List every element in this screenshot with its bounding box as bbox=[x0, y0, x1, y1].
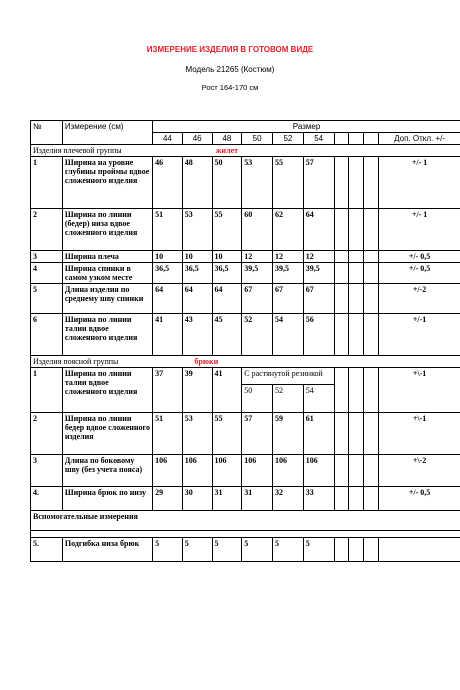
row-value: 39 bbox=[182, 368, 212, 413]
row-num: 1 bbox=[31, 368, 63, 413]
section-label: Изделия плечевой группы bbox=[33, 146, 122, 155]
row-value: 41 bbox=[212, 368, 242, 413]
section-tag: брюки bbox=[194, 357, 219, 366]
row-value: 106 bbox=[273, 455, 304, 487]
row-tolerance: +/- 1 bbox=[379, 209, 460, 251]
row-value: 10 bbox=[153, 251, 183, 263]
row-value: 33 bbox=[303, 487, 334, 511]
table-row bbox=[31, 538, 460, 562]
row-num: 1 bbox=[31, 157, 63, 209]
model-label: Модель 21265 (Костюм) bbox=[185, 65, 275, 74]
table-row bbox=[31, 455, 460, 487]
col-size-header: Размер bbox=[153, 121, 460, 133]
table-row bbox=[31, 157, 460, 209]
row-value: 50 bbox=[212, 157, 242, 209]
row-tolerance: +\-2 bbox=[379, 455, 460, 487]
row-value: 31 bbox=[212, 487, 242, 511]
row-value: 106 bbox=[182, 455, 212, 487]
row-name: Ширина брюк по низу bbox=[62, 487, 152, 511]
row-tolerance: +/-2 bbox=[379, 284, 460, 314]
row-value: 67 bbox=[273, 284, 304, 314]
row-value: 5 bbox=[182, 538, 212, 562]
size-header: 54 bbox=[303, 133, 334, 145]
row-tolerance: +\-1 bbox=[379, 368, 460, 413]
row-value: 61 bbox=[303, 413, 334, 455]
row-value: 55 bbox=[273, 157, 304, 209]
row-num: 4. bbox=[31, 487, 63, 511]
row-value: 64 bbox=[153, 284, 183, 314]
row-name: Длина по боковому шву (без учета пояса) bbox=[62, 455, 152, 487]
row-value: 10 bbox=[212, 251, 242, 263]
row-name: Ширина по линии (бедер) низа вдвое сложенного изделия bbox=[62, 209, 152, 251]
group3-rows bbox=[31, 538, 460, 562]
table-row bbox=[31, 251, 460, 263]
row-value: 5 bbox=[153, 538, 183, 562]
size-header: 44 bbox=[153, 133, 183, 145]
row-value: 106 bbox=[303, 455, 334, 487]
row-value: 54 bbox=[273, 314, 304, 356]
row-num: 2 bbox=[31, 209, 63, 251]
row-name: Длина изделия по среднему шву спинки bbox=[62, 284, 152, 314]
row-value: 56 bbox=[303, 314, 334, 356]
row-value: 29 bbox=[153, 487, 183, 511]
row-value: 5 bbox=[212, 538, 242, 562]
row-tolerance: +/- 0,5 bbox=[379, 251, 460, 263]
col-num-header: № bbox=[31, 121, 63, 145]
row-name: Ширина по линии талии вдвое сложенного изделия bbox=[62, 368, 152, 413]
row-value: 30 bbox=[182, 487, 212, 511]
row-num: 5. bbox=[31, 538, 63, 562]
row-value: 12 bbox=[273, 251, 304, 263]
row-value: 60 bbox=[242, 209, 273, 251]
row-num: 3 bbox=[31, 455, 63, 487]
row-value: 50 bbox=[242, 385, 273, 413]
row-num: 6 bbox=[31, 314, 63, 356]
row-value: 52 bbox=[273, 385, 304, 413]
size-header: 52 bbox=[273, 133, 304, 145]
row-tolerance: +/- 0,5 bbox=[379, 263, 460, 284]
tolerance-header: Доп. Откл. +/- bbox=[379, 133, 460, 145]
size-header: 50 bbox=[242, 133, 273, 145]
row-value: 10 bbox=[182, 251, 212, 263]
row-value: 57 bbox=[242, 413, 273, 455]
row-value: 55 bbox=[212, 413, 242, 455]
row-value: 45 bbox=[212, 314, 242, 356]
row-value: 64 bbox=[303, 209, 334, 251]
row-value: 64 bbox=[212, 284, 242, 314]
document-title: ИЗМЕРЕНИЕ ИЗДЕЛИЯ В ГОТОВОМ ВИДЕ bbox=[146, 45, 314, 54]
table-header-row bbox=[31, 121, 460, 133]
row-value: 37 bbox=[153, 368, 183, 413]
row-value: 106 bbox=[212, 455, 242, 487]
table-row bbox=[31, 314, 460, 356]
row-name: Ширина по линии талии вдвое сложенного изделия bbox=[62, 314, 152, 356]
row-value: 64 bbox=[182, 284, 212, 314]
row-tolerance: +/- 0,5 bbox=[379, 487, 460, 511]
row-value: 57 bbox=[303, 157, 334, 209]
elastic-note: С растянутой резинкой bbox=[242, 368, 334, 385]
row-tolerance bbox=[379, 538, 460, 562]
row-value: 39,5 bbox=[242, 263, 273, 284]
section-label: Изделия поясной группы bbox=[33, 357, 119, 366]
row-value: 5 bbox=[242, 538, 273, 562]
row-name: Ширина на уровне глубины проймы вдвое сложенного изделия bbox=[62, 157, 152, 209]
table-row bbox=[31, 368, 460, 385]
row-name: Ширина по линии бедер вдвое сложенного изделия bbox=[62, 413, 152, 455]
row-value: 36,5 bbox=[212, 263, 242, 284]
table-row bbox=[31, 487, 460, 511]
col-measure-header: Измерение (см) bbox=[62, 121, 152, 145]
row-num: 2 bbox=[31, 413, 63, 455]
section-row bbox=[31, 531, 460, 538]
row-value: 67 bbox=[303, 284, 334, 314]
row-value: 46 bbox=[153, 157, 183, 209]
row-name: Ширина плеча bbox=[62, 251, 152, 263]
row-value: 12 bbox=[303, 251, 334, 263]
row-num: 3 bbox=[31, 251, 63, 263]
row-value: 106 bbox=[153, 455, 183, 487]
row-value: 53 bbox=[182, 413, 212, 455]
row-value: 67 bbox=[242, 284, 273, 314]
row-value: 51 bbox=[153, 209, 183, 251]
height-label: Рост 164-170 см bbox=[201, 83, 259, 92]
row-value: 59 bbox=[273, 413, 304, 455]
row-tolerance: +/- 1 bbox=[379, 157, 460, 209]
section-label: Вспомогательные измерения bbox=[31, 511, 460, 531]
size-header: 46 bbox=[182, 133, 212, 145]
row-value: 41 bbox=[153, 314, 183, 356]
row-value: 51 bbox=[153, 413, 183, 455]
section-tag: жилет bbox=[215, 146, 239, 155]
row-value: 54 bbox=[303, 385, 334, 413]
section-row bbox=[31, 145, 460, 157]
measurement-table bbox=[30, 120, 460, 562]
row-value: 62 bbox=[273, 209, 304, 251]
table-row bbox=[31, 209, 460, 251]
row-value: 55 bbox=[212, 209, 242, 251]
row-value: 36,5 bbox=[182, 263, 212, 284]
section-row bbox=[31, 356, 460, 368]
group1-rows bbox=[31, 157, 460, 356]
row-value: 31 bbox=[242, 487, 273, 511]
row-name: Ширина спинки в самом узком месте bbox=[62, 263, 152, 284]
row-value: 43 bbox=[182, 314, 212, 356]
section-row bbox=[31, 511, 460, 531]
row-value: 32 bbox=[273, 487, 304, 511]
row-num: 5 bbox=[31, 284, 63, 314]
table-row bbox=[31, 413, 460, 455]
row-value: 39,5 bbox=[303, 263, 334, 284]
size-header: 48 bbox=[212, 133, 242, 145]
row-tolerance: +/-1 bbox=[379, 314, 460, 356]
group2-rows bbox=[31, 413, 460, 511]
row-value: 106 bbox=[242, 455, 273, 487]
row-num: 4 bbox=[31, 263, 63, 284]
row-value: 39,5 bbox=[273, 263, 304, 284]
row-value: 5 bbox=[273, 538, 304, 562]
row-value: 48 bbox=[182, 157, 212, 209]
table-row bbox=[31, 284, 460, 314]
table-row bbox=[31, 263, 460, 284]
row-value: 12 bbox=[242, 251, 273, 263]
row-value: 5 bbox=[303, 538, 334, 562]
row-name: Подгибка низа брюк bbox=[62, 538, 152, 562]
row-value: 53 bbox=[242, 157, 273, 209]
row-value: 53 bbox=[182, 209, 212, 251]
row-tolerance: +\-1 bbox=[379, 413, 460, 455]
row-value: 36,5 bbox=[153, 263, 183, 284]
row-value: 52 bbox=[242, 314, 273, 356]
